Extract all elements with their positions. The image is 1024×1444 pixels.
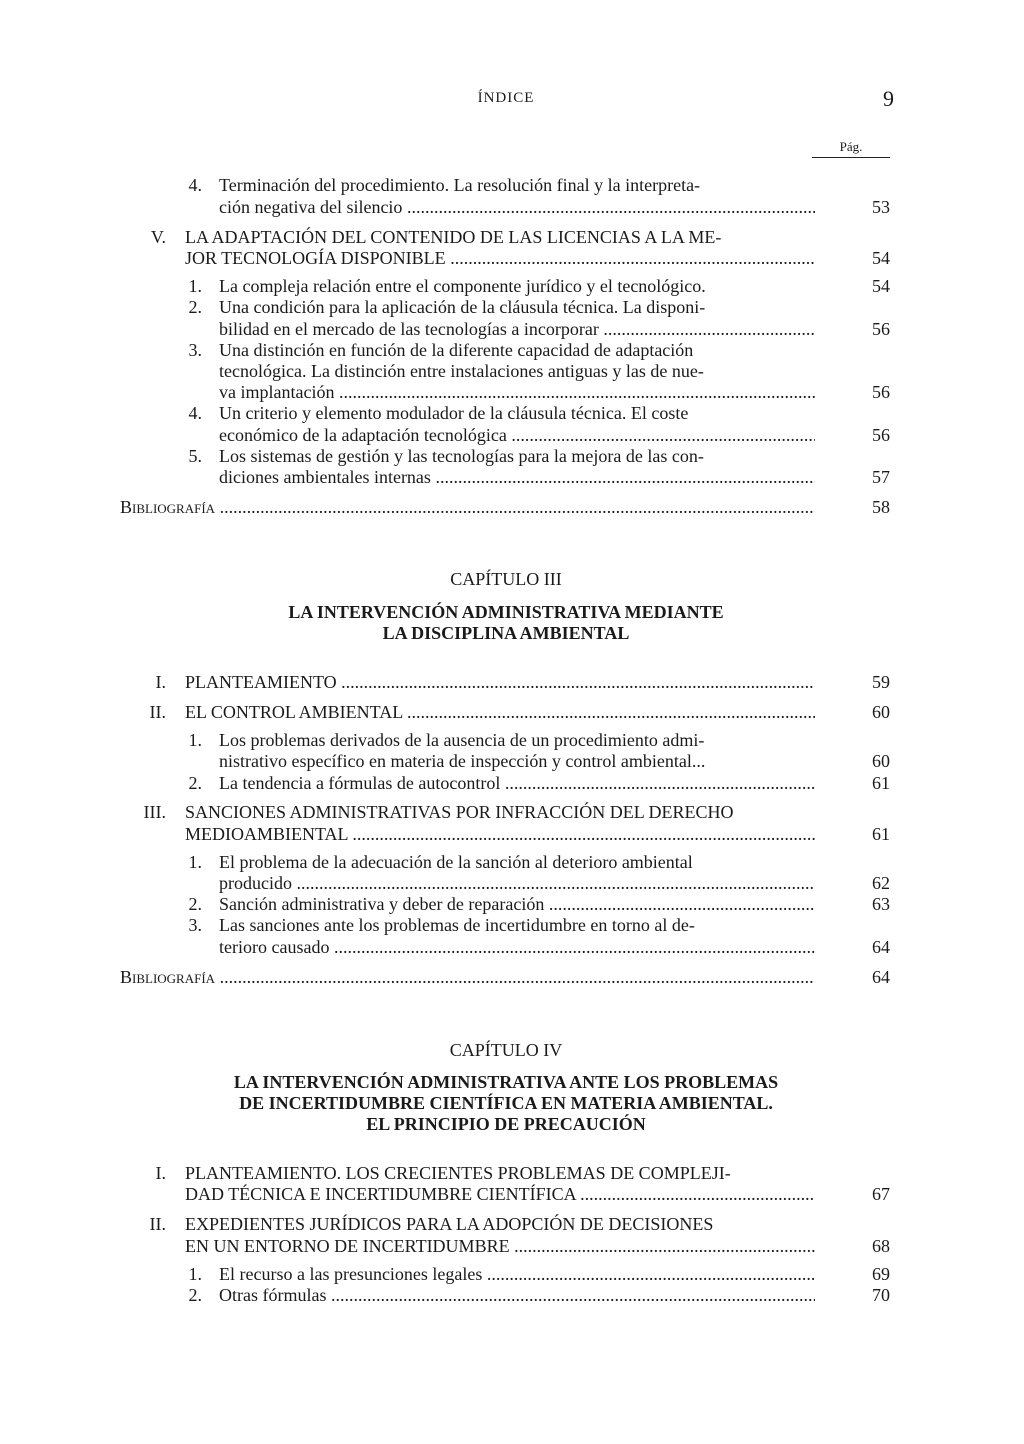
section-page: 59 <box>872 672 890 692</box>
entry-text: económico de la adaptación tecnológica ..... <box>219 424 815 446</box>
entry-text: Terminación del procedimiento. La resolución final y la interpreta- <box>219 175 701 195</box>
chapter-title: DE INCERTIDUMBRE CIENTÍFICA EN MATERIA AMBIENTAL. <box>239 1093 773 1113</box>
entry-page: 53 <box>872 197 890 217</box>
section-number: III. <box>143 802 166 822</box>
bibliography-label: Bibliografía ..... <box>120 496 815 518</box>
entry-number: 2. <box>188 773 202 793</box>
entry-text: Otras fórmulas ..... <box>219 1284 815 1306</box>
entry-text: Las sanciones ante los problemas de incertidumbre en torno al de- <box>219 915 695 935</box>
entry-page: 54 <box>872 276 890 296</box>
entry-text: El recurso a las presunciones legales ..... <box>219 1263 815 1285</box>
section-text: EN UN ENTORNO DE INCERTIDUMBRE ..... <box>185 1235 815 1257</box>
entry-text: nistrativo específico en materia de inspección y control ambiental... <box>219 751 706 771</box>
chapter-title: EL PRINCIPIO DE PRECAUCIÓN <box>366 1114 646 1134</box>
entry-text: La compleja relación entre el componente jurídico y el tecnológico. <box>219 276 706 296</box>
section-page: 54 <box>872 248 890 268</box>
entry-text: Sanción administrativa y deber de reparación ..... <box>219 893 815 915</box>
section-text: LA ADAPTACIÓN DEL CONTENIDO DE LAS LICENCIAS A LA ME- <box>185 227 722 247</box>
entry-text: va implantación ..... <box>219 381 815 403</box>
section-number: I. <box>155 1163 166 1183</box>
section-page: 67 <box>872 1184 890 1204</box>
section-text: SANCIONES ADMINISTRATIVAS POR INFRACCIÓN DEL DERECHO <box>185 802 734 822</box>
entry-number: 1. <box>188 730 202 750</box>
entry-text: terioro causado ..... <box>219 936 815 958</box>
entry-text: Los sistemas de gestión y las tecnologías para la mejora de las con- <box>219 446 704 466</box>
entry-text: bilidad en el mercado de las tecnologías a incorporar ..... <box>219 318 815 340</box>
section-text: PLANTEAMIENTO. LOS CRECIENTES PROBLEMAS DE COMPLEJI- <box>185 1163 731 1183</box>
section-number: II. <box>149 1214 166 1234</box>
entry-text: Una condición para la aplicación de la cláusula técnica. La disponi- <box>219 297 706 317</box>
entry-page: 62 <box>872 873 890 893</box>
bibliography-page: 64 <box>872 967 890 987</box>
section-text: EL CONTROL AMBIENTAL ..... <box>185 701 815 723</box>
entry-page: 61 <box>872 773 890 793</box>
entry-page: 56 <box>872 319 890 339</box>
section-text: MEDIOAMBIENTAL ..... <box>185 823 815 845</box>
entry-page: 70 <box>872 1285 890 1305</box>
entry-page: 64 <box>872 937 890 957</box>
entry-text: La tendencia a fórmulas de autocontrol ..... <box>219 772 815 794</box>
section-number: V. <box>150 227 166 247</box>
entry-text: producido ..... <box>219 872 815 894</box>
chapter-title: LA INTERVENCIÓN ADMINISTRATIVA ANTE LOS PROBLEMAS <box>233 1072 779 1092</box>
chapter-label: CAPÍTULO III <box>450 569 562 589</box>
bibliography-page: 58 <box>872 497 890 517</box>
section-text: DAD TÉCNICA E INCERTIDUMBRE CIENTÍFICA ..... <box>185 1183 815 1205</box>
entry-number: 2. <box>188 297 202 317</box>
bibliography-label: Bibliografía ..... <box>120 966 815 988</box>
entry-number: 1. <box>188 276 202 296</box>
entry-text: El problema de la adecuación de la sanción al deterioro ambiental <box>219 852 693 872</box>
entry-number: 2. <box>188 1285 202 1305</box>
entry-page: 56 <box>872 425 890 445</box>
entry-number: 1. <box>188 1264 202 1284</box>
entry-page: 56 <box>872 382 890 402</box>
chapter-label: CAPÍTULO IV <box>449 1040 563 1060</box>
running-head: ÍNDICE <box>477 90 535 106</box>
entry-page: 69 <box>872 1264 890 1284</box>
section-text: PLANTEAMIENTO ..... <box>185 671 815 693</box>
section-number: I. <box>155 672 166 692</box>
entry-text: diciones ambientales internas ..... <box>219 466 815 488</box>
entry-page: 57 <box>872 467 890 487</box>
entry-page: 60 <box>872 751 890 771</box>
entry-text: tecnológica. La distinción entre instalaciones antiguas y las de nue- <box>219 361 704 381</box>
page-number: 9 <box>883 86 894 111</box>
entry-text: ción negativa del silencio ..... <box>219 196 815 218</box>
entry-number: 1. <box>188 852 202 872</box>
entry-number: 5. <box>188 446 202 466</box>
entry-page: 63 <box>872 894 890 914</box>
entry-number: 2. <box>188 894 202 914</box>
section-page: 60 <box>872 702 890 722</box>
section-text: EXPEDIENTES JURÍDICOS PARA LA ADOPCIÓN DE DECISIONES <box>185 1214 714 1234</box>
entry-number: 4. <box>188 175 202 195</box>
entry-text: Los problemas derivados de la ausencia de un procedimiento admi- <box>219 730 705 750</box>
section-page: 61 <box>872 824 890 844</box>
section-text: JOR TECNOLOGÍA DISPONIBLE ..... <box>185 247 815 269</box>
chapter-title: LA DISCIPLINA AMBIENTAL <box>382 623 630 643</box>
entry-text: Un criterio y elemento modulador de la cláusula técnica. El coste <box>219 403 689 423</box>
pag-column-label: Pág. <box>812 139 890 158</box>
entry-number: 3. <box>188 915 202 935</box>
entry-number: 3. <box>188 340 202 360</box>
chapter-title: LA INTERVENCIÓN ADMINISTRATIVA MEDIANTE <box>288 602 724 622</box>
entry-number: 4. <box>188 403 202 423</box>
section-page: 68 <box>872 1236 890 1256</box>
entry-text: Una distinción en función de la diferente capacidad de adaptación <box>219 340 694 360</box>
section-number: II. <box>149 702 166 722</box>
